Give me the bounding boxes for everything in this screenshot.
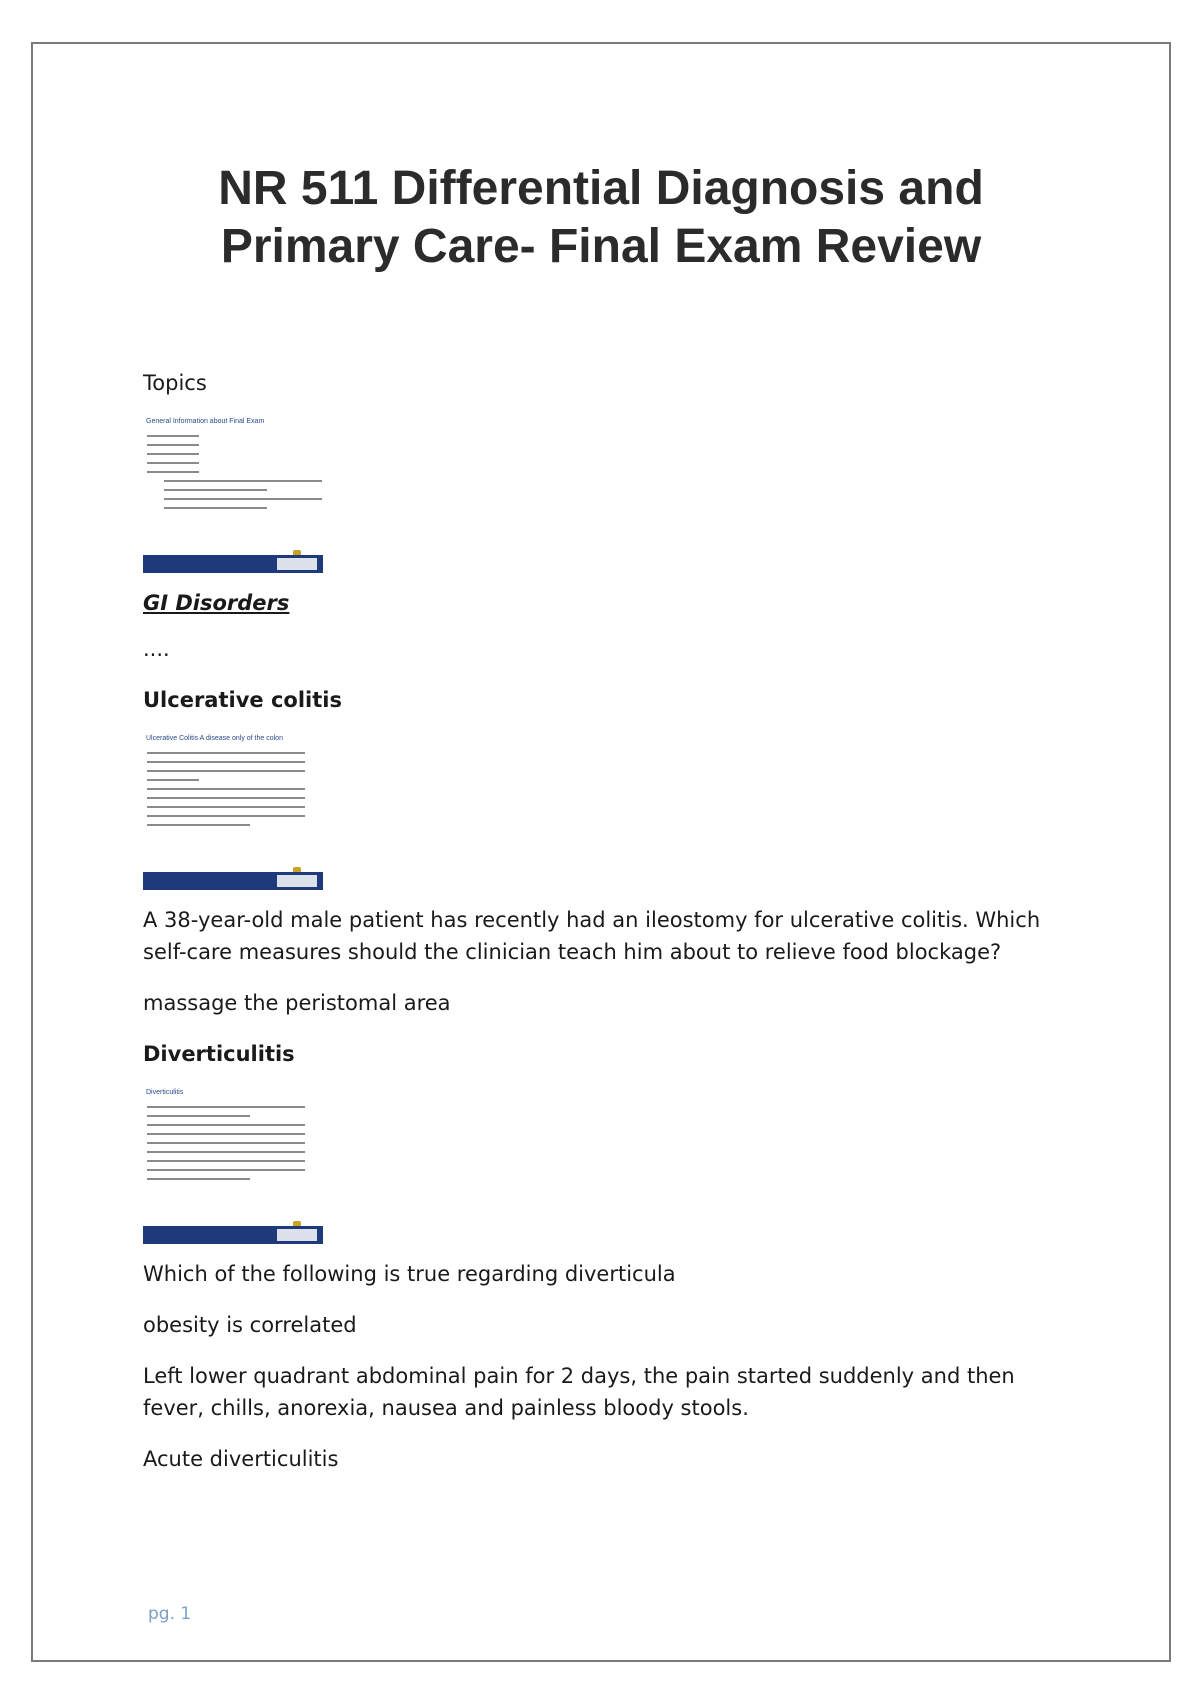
question-diverticula: Which of the following is true regarding diverticula bbox=[143, 1262, 676, 1286]
slide-thumbnail-ulcerative-colitis bbox=[143, 730, 323, 890]
document-body bbox=[143, 367, 1063, 1494]
answer-diverticula: obesity is correlated bbox=[143, 1313, 357, 1337]
slide-caption: Diverticulitis bbox=[146, 1089, 184, 1096]
question-ileostomy: A 38-year-old male patient has recently had an ileostomy for ulcerative colitis. Which self-care measures should the clinician teach him about to relieve food blockage? bbox=[143, 908, 1041, 964]
document-title bbox=[33, 160, 1169, 276]
slide-thumbnail-diverticulitis bbox=[143, 1084, 323, 1244]
heading-diverticulitis: Diverticulitis bbox=[143, 1042, 295, 1066]
ellipsis-text: .... bbox=[143, 637, 170, 661]
section-heading-gi-disorders: GI Disorders bbox=[143, 591, 290, 615]
topics-label: Topics bbox=[143, 371, 207, 395]
logo-icon bbox=[277, 558, 317, 570]
answer-ileostomy: massage the peristomal area bbox=[143, 991, 451, 1015]
slide-caption: General Information about Final Exam bbox=[146, 418, 265, 425]
document-page bbox=[31, 42, 1171, 1662]
case-description: Left lower quadrant abdominal pain for 2 days, the pain started suddenly and then fever, chills, anorexia, nausea and painless bloody stools. bbox=[143, 1364, 1015, 1420]
case-answer: Acute diverticulitis bbox=[143, 1447, 339, 1471]
title-line-2: Primary Care- Final Exam Review bbox=[220, 220, 982, 273]
page-number: pg. 1 bbox=[148, 1604, 192, 1624]
slide-thumbnail-final-exam-info bbox=[143, 413, 323, 573]
heading-ulcerative-colitis: Ulcerative colitis bbox=[143, 688, 342, 712]
logo-icon bbox=[277, 875, 317, 887]
logo-icon bbox=[277, 1229, 317, 1241]
slide-caption: Ulcerative Colitis A disease only of the colon bbox=[146, 735, 283, 742]
title-line-1: NR 511 Differential Diagnosis and bbox=[218, 162, 984, 215]
